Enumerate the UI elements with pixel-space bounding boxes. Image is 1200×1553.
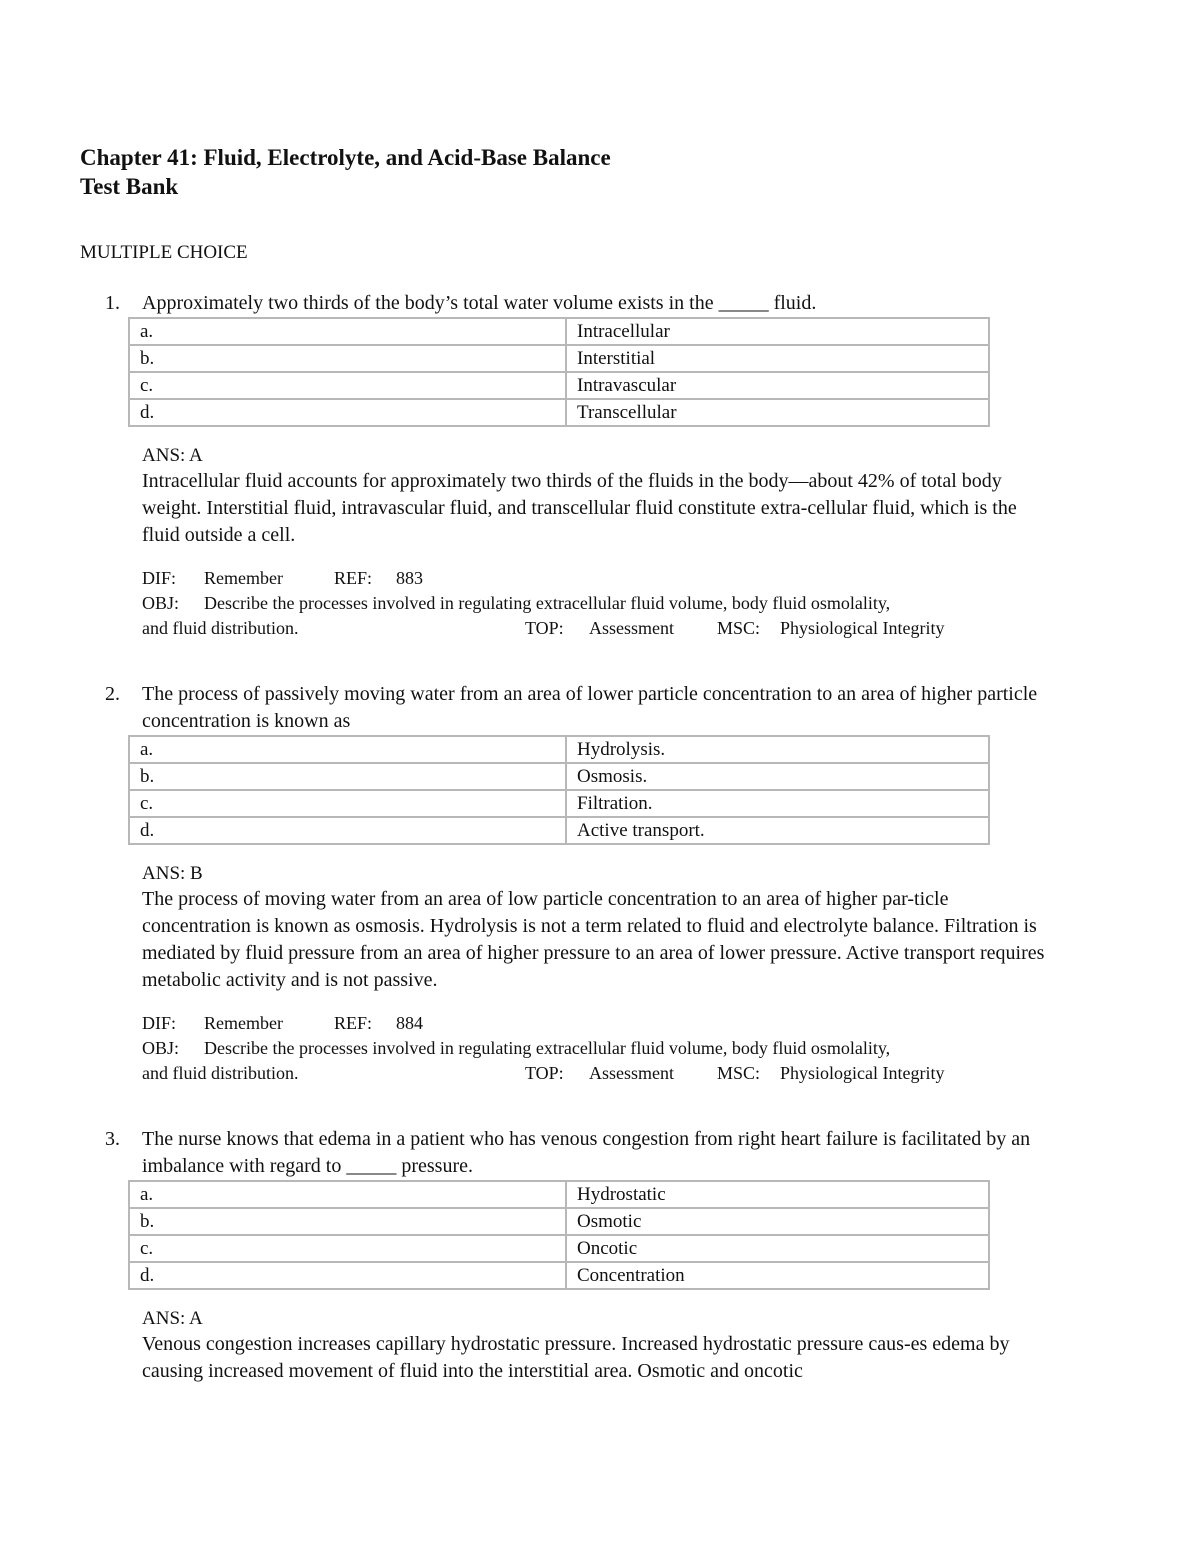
ref-value: 883 <box>396 568 423 588</box>
choice-letter: c. <box>129 1235 566 1262</box>
question-metadata <box>142 1011 1065 1086</box>
ref-label: REF: <box>334 1013 373 1033</box>
rationale: Venous congestion increases capillary hydrostatic pressure. Increased hydrostatic pressure caus-es edema by causing increased movement of fluid into the interstitial area. Osmotic and oncotic <box>142 1333 1010 1382</box>
top-value: Assessment <box>589 618 674 638</box>
question-text: The nurse knows that edema in a patient who has venous congestion from right heart failure is facilitated by an imbalance with regard to _____ pressure. <box>142 1128 1031 1177</box>
rationale: The process of moving water from an area of low particle concentration to an area of higher par-ticle concentration is known as osmosis. Hydrolysis is not a term related to fluid and electrolyte balance. Filtration is mediated by fluid pressure from an area of higher pressure to an area of lower pressure. Active transport requires metabolic activity and is not passive. <box>142 888 1045 991</box>
dif-value: Remember <box>204 568 283 588</box>
dif-label: DIF: <box>142 568 177 588</box>
choice-letter: a. <box>129 1181 566 1208</box>
question-text: The process of passively moving water from an area of lower particle concentration to an area of higher particle concentration is known as <box>142 683 1038 732</box>
question-number: 3. <box>105 1128 120 1150</box>
choice-letter: a. <box>129 736 566 763</box>
choice-row <box>129 399 989 426</box>
answer: ANS: B <box>142 863 203 884</box>
top-value: Assessment <box>589 1063 674 1083</box>
question-number: 2. <box>105 683 120 705</box>
obj-continuation: and fluid distribution. <box>142 1063 299 1083</box>
question-text: Approximately two thirds of the body’s total water volume exists in the _____ fluid. <box>142 292 817 314</box>
choice-letter: d. <box>129 399 566 426</box>
choice-row <box>129 1181 989 1208</box>
dif-value: Remember <box>204 1013 283 1033</box>
choice-text: Osmosis. <box>566 763 989 790</box>
test-bank-subtitle: Test Bank <box>80 174 179 199</box>
question-3 <box>105 1126 1065 1385</box>
question-metadata <box>142 566 1065 641</box>
choice-letter: a. <box>129 318 566 345</box>
choices-table <box>128 735 990 845</box>
question-2 <box>105 681 1065 1086</box>
obj-value: Describe the processes involved in regulating extracellular fluid volume, body fluid osmolality, <box>204 1038 891 1058</box>
choice-row <box>129 817 989 844</box>
obj-continuation: and fluid distribution. <box>142 618 299 638</box>
answer: ANS: A <box>142 1308 203 1329</box>
choice-text: Active transport. <box>566 817 989 844</box>
rationale: Intracellular fluid accounts for approximately two thirds of the fluids in the body—about 42% of total body weight. Interstitial fluid, intravascular fluid, and transcellular fluid constitute extra-cellular fluid, which is the fluid outside a cell. <box>142 470 1017 546</box>
choice-text: Concentration <box>566 1262 989 1289</box>
choices-table <box>128 317 990 427</box>
choice-text: Intracellular <box>566 318 989 345</box>
obj-value: Describe the processes involved in regulating extracellular fluid volume, body fluid osmolality, <box>204 593 891 613</box>
choice-text: Oncotic <box>566 1235 989 1262</box>
dif-label: DIF: <box>142 1013 177 1033</box>
ref-value: 884 <box>396 1013 423 1033</box>
ref-label: REF: <box>334 568 373 588</box>
choice-text: Filtration. <box>566 790 989 817</box>
choice-letter: b. <box>129 1208 566 1235</box>
obj-label: OBJ: <box>142 593 180 613</box>
choice-letter: b. <box>129 345 566 372</box>
msc-label: MSC: <box>717 1063 761 1083</box>
choice-row <box>129 372 989 399</box>
obj-label: OBJ: <box>142 1038 180 1058</box>
msc-value: Physiological Integrity <box>780 618 945 638</box>
choice-text: Hydrostatic <box>566 1181 989 1208</box>
choice-letter: c. <box>129 790 566 817</box>
chapter-title: Chapter 41: Fluid, Electrolyte, and Acid-Base Balance <box>80 145 611 170</box>
choice-row <box>129 790 989 817</box>
msc-value: Physiological Integrity <box>780 1063 945 1083</box>
top-label: TOP: <box>525 1063 564 1083</box>
choice-letter: d. <box>129 817 566 844</box>
choice-letter: b. <box>129 763 566 790</box>
choices-table <box>128 1180 990 1290</box>
choice-row <box>129 763 989 790</box>
choice-text: Intravascular <box>566 372 989 399</box>
choice-text: Interstitial <box>566 345 989 372</box>
answer: ANS: A <box>142 445 203 466</box>
choice-row <box>129 318 989 345</box>
msc-label: MSC: <box>717 618 761 638</box>
question-1 <box>105 290 1065 641</box>
choice-letter: c. <box>129 372 566 399</box>
choice-row <box>129 1208 989 1235</box>
choice-text: Hydrolysis. <box>566 736 989 763</box>
choice-letter: d. <box>129 1262 566 1289</box>
top-label: TOP: <box>525 618 564 638</box>
choice-row <box>129 736 989 763</box>
choice-row <box>129 1235 989 1262</box>
page-title <box>80 143 611 201</box>
choice-row <box>129 1262 989 1289</box>
choice-row <box>129 345 989 372</box>
choice-text: Osmotic <box>566 1208 989 1235</box>
question-number: 1. <box>105 292 120 314</box>
section-heading: MULTIPLE CHOICE <box>80 242 248 263</box>
choice-text: Transcellular <box>566 399 989 426</box>
